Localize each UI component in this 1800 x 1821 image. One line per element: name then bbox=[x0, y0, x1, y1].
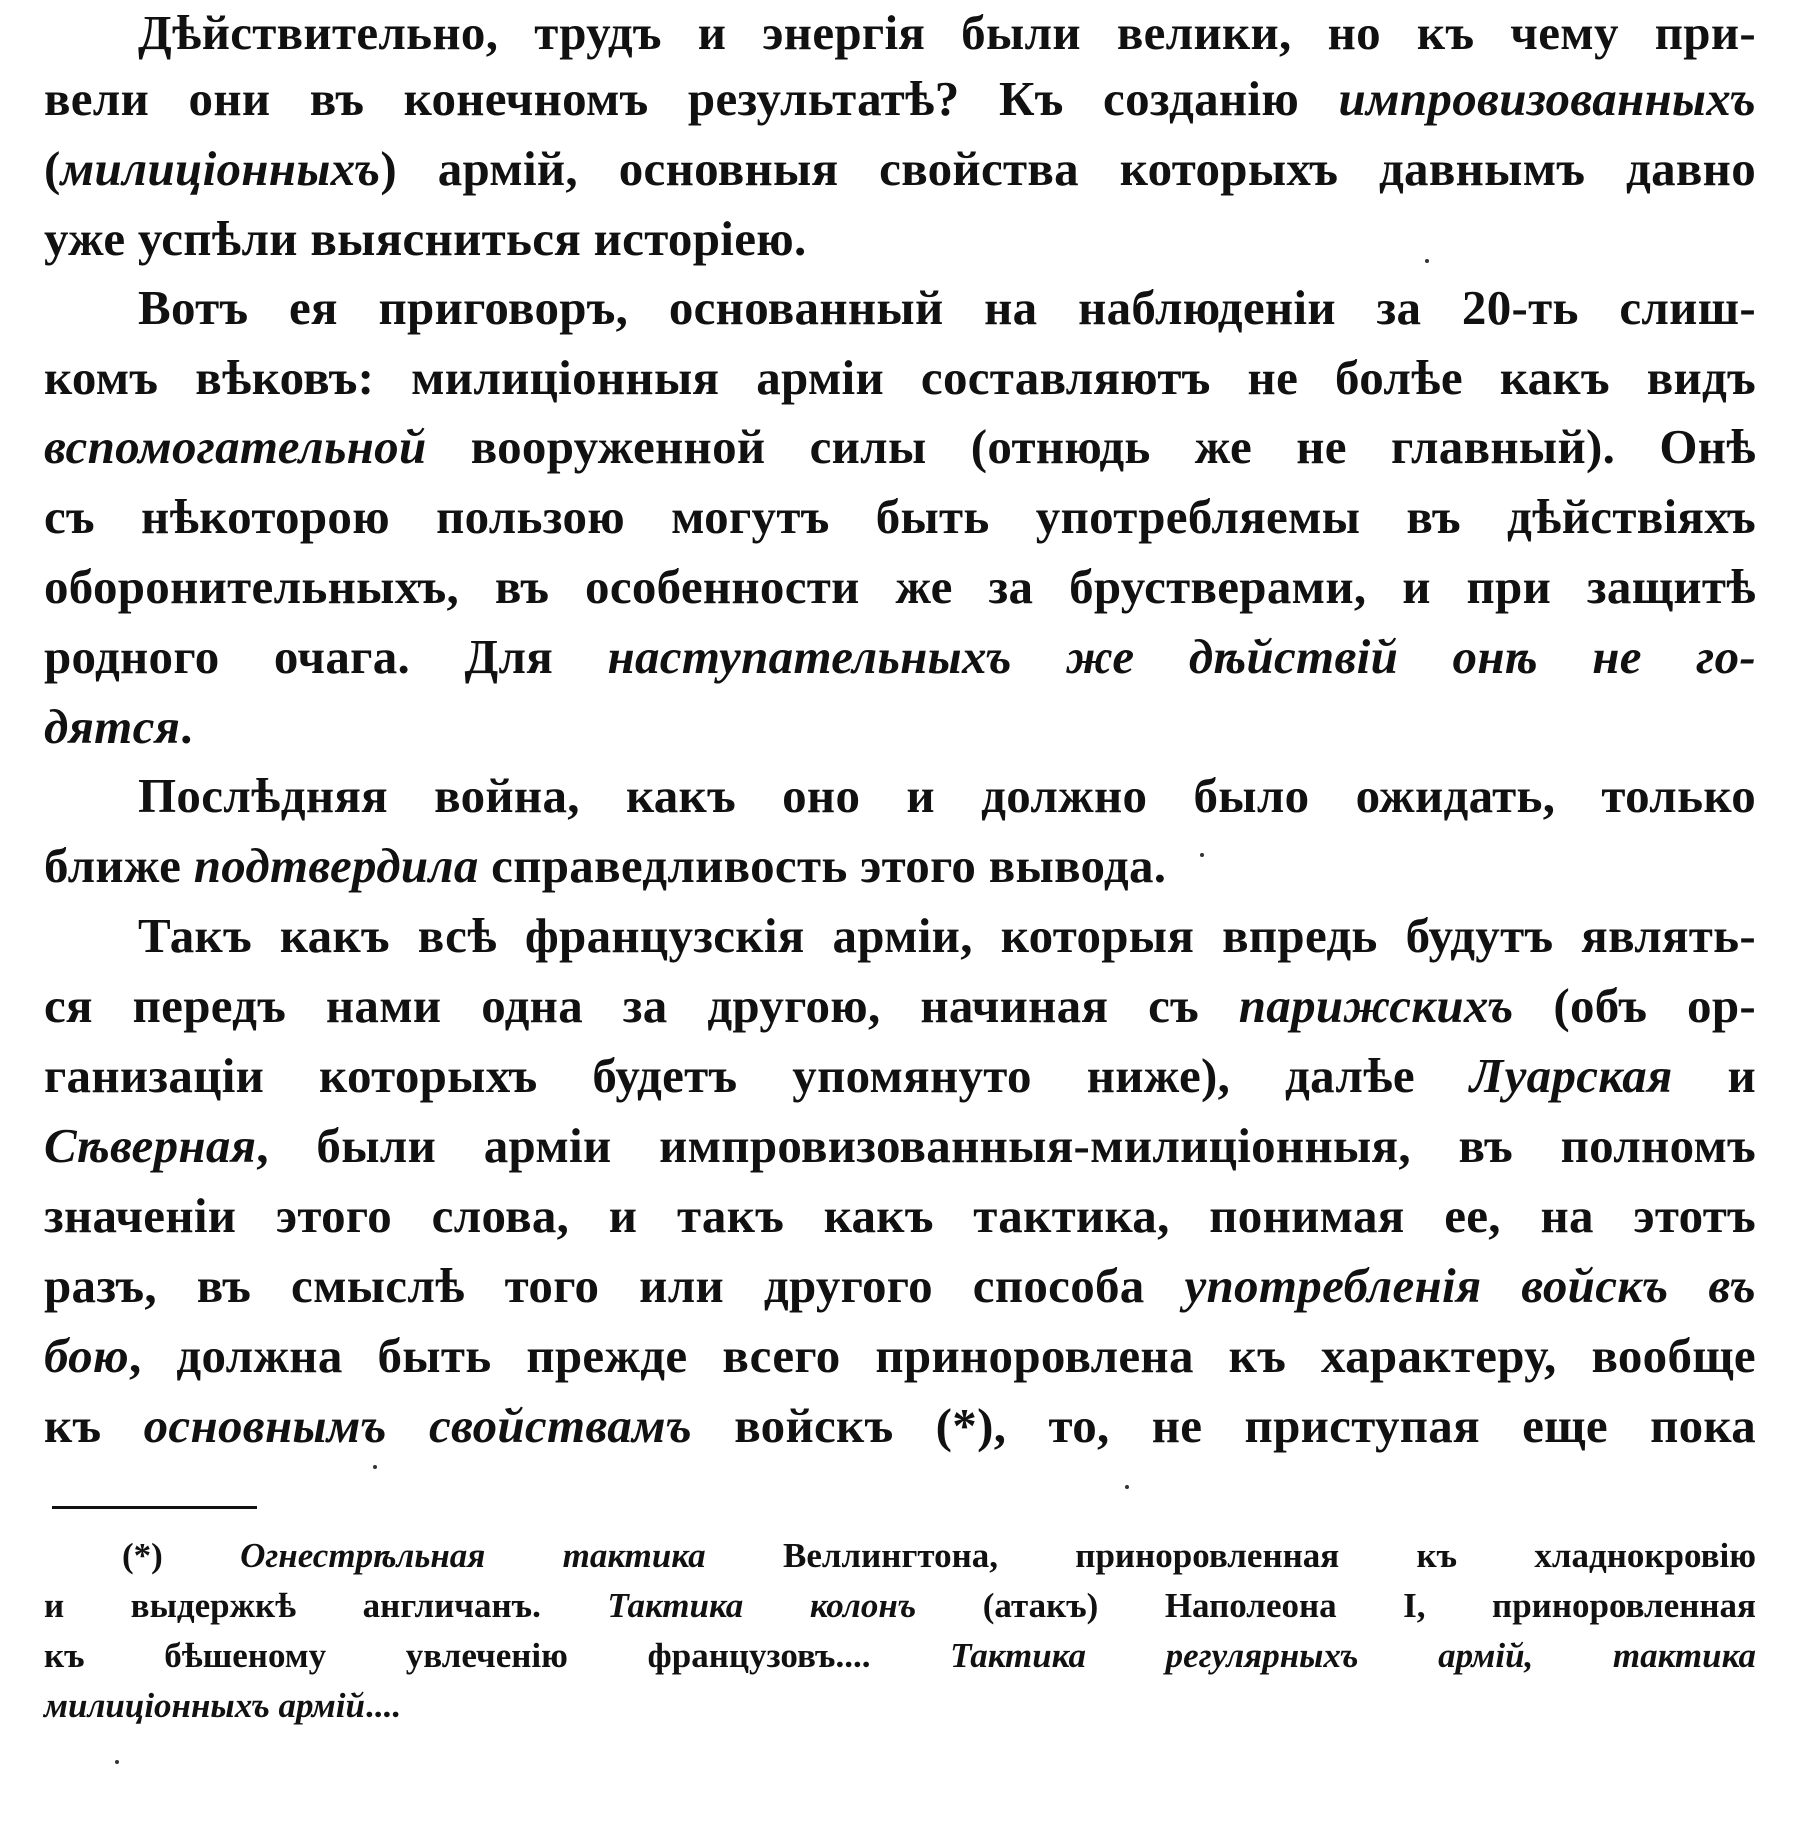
text-line bbox=[138, 0, 1756, 66]
footnote-separator-rule bbox=[52, 1506, 257, 1509]
text-line bbox=[44, 1580, 1756, 1632]
scan-speck bbox=[1125, 1485, 1129, 1489]
text-run: съ нѣкоторою пользою могутъ быть употребляемы въ дѣйствіяхъ bbox=[44, 489, 1756, 544]
text-line bbox=[44, 1253, 1756, 1319]
text-line bbox=[44, 1113, 1756, 1179]
text-line bbox=[44, 136, 1756, 202]
text-line bbox=[44, 973, 1756, 1039]
text-run: Послѣдняя война, какъ оно и должно было ожидать, только bbox=[138, 768, 1756, 823]
italic-text-run: дятся bbox=[44, 699, 181, 754]
text-line bbox=[44, 624, 1756, 690]
text-run: вели они въ конечномъ результатѣ? Къ созданію bbox=[44, 71, 1339, 126]
italic-text-run: бою bbox=[44, 1328, 129, 1383]
italic-text-run: Луарская bbox=[1469, 1048, 1673, 1103]
text-run: , должна быть прежде всего приноровлена къ характеру, вообще bbox=[128, 1328, 1756, 1383]
text-line bbox=[44, 1043, 1756, 1109]
italic-text-run: основнымъ свойствамъ bbox=[143, 1398, 693, 1453]
text-line bbox=[44, 554, 1756, 620]
scan-speck bbox=[1425, 259, 1429, 263]
text-line bbox=[138, 763, 1756, 829]
text-run: ся передъ нами одна за другою, начиная съ bbox=[44, 978, 1239, 1033]
italic-text-run: парижскихъ bbox=[1238, 978, 1514, 1033]
italic-text-run: Огнестрѣльная тактика bbox=[240, 1536, 706, 1575]
text-line bbox=[44, 694, 1756, 760]
italic-text-run: Тактика колонъ bbox=[607, 1586, 917, 1625]
italic-text-run: Сѣверная bbox=[44, 1118, 257, 1173]
text-line bbox=[44, 66, 1756, 132]
text-run: Веллингтона, приноровленная къ хладнокровію bbox=[705, 1536, 1757, 1575]
text-run: значеніи этого слова, и такъ какъ тактика, понимая ее, на этотъ bbox=[44, 1188, 1756, 1243]
text-line bbox=[44, 414, 1756, 480]
text-run: вооруженной силы (отнюдь же не главный). Онѣ bbox=[426, 419, 1756, 474]
text-line bbox=[44, 1323, 1756, 1389]
scan-speck bbox=[115, 1760, 119, 1764]
text-line bbox=[44, 345, 1756, 411]
italic-text-run: наступательныхъ же дѣйствій онѣ не го- bbox=[607, 629, 1756, 684]
text-run: уже успѣли выясниться исторіею. bbox=[44, 211, 807, 266]
scan-speck bbox=[373, 1465, 377, 1469]
italic-text-run: употребленія войскъ въ bbox=[1184, 1258, 1756, 1313]
text-run: ближе bbox=[44, 838, 194, 893]
text-line bbox=[44, 1183, 1756, 1249]
text-run: справедливость этого вывода. bbox=[478, 838, 1167, 893]
text-run: (атакъ) Наполеона I, приноровленная bbox=[916, 1586, 1756, 1625]
text-run: (*) bbox=[122, 1536, 241, 1575]
text-run: разъ, въ смыслѣ того или другого способа bbox=[44, 1258, 1185, 1313]
italic-text-run: милиціонныхъ bbox=[60, 141, 381, 196]
text-line bbox=[122, 1530, 1756, 1582]
text-run: къ бѣшеному увлеченію французовъ.... bbox=[44, 1636, 951, 1675]
text-run: комъ вѣковъ: милиціонныя арміи составляютъ не болѣе какъ видъ bbox=[44, 350, 1756, 405]
text-run: , были арміи импровизованныя-милиціонныя, въ полномъ bbox=[256, 1118, 1756, 1173]
text-line bbox=[138, 275, 1756, 341]
text-run: войскъ (*), то, не приступая еще пока bbox=[692, 1398, 1757, 1453]
italic-text-run: импровизованныхъ bbox=[1338, 71, 1756, 126]
text-run: и bbox=[1672, 1048, 1756, 1103]
text-line bbox=[44, 833, 1756, 899]
text-run: ( bbox=[44, 141, 61, 196]
text-line bbox=[138, 903, 1756, 969]
text-run: родного очага. Для bbox=[44, 629, 608, 684]
italic-text-run: вспомогательной bbox=[44, 419, 427, 474]
text-run: ) армій, основныя свойства которыхъ давнымъ давно bbox=[380, 141, 1756, 196]
italic-text-run: Тактика регулярныхъ армій, тактика bbox=[950, 1636, 1756, 1675]
text-run: . bbox=[180, 699, 193, 754]
text-run: (объ ор- bbox=[1513, 978, 1756, 1033]
text-line bbox=[44, 1393, 1756, 1459]
italic-text-run: подтвердила bbox=[193, 838, 479, 893]
text-line bbox=[44, 484, 1756, 550]
text-run: Дѣйствительно, трудъ и энергія были велики, но къ чему при- bbox=[138, 5, 1756, 60]
italic-text-run: милиціонныхъ армій bbox=[44, 1686, 365, 1725]
text-run: оборонительныхъ, въ особенности же за брустверами, и при защитѣ bbox=[44, 559, 1756, 614]
text-run: къ bbox=[44, 1398, 144, 1453]
scan-speck bbox=[1200, 853, 1204, 857]
text-run: Вотъ ея приговоръ, основанный на наблюденіи за 20-ть слиш- bbox=[138, 280, 1756, 335]
text-run: ганизаціи которыхъ будетъ упомянуто ниже), далѣе bbox=[44, 1048, 1470, 1103]
text-run: Такъ какъ всѣ французскія арміи, которыя впредь будутъ являть- bbox=[138, 908, 1756, 963]
text-line bbox=[44, 1630, 1756, 1682]
text-run: и выдержкѣ англичанъ. bbox=[44, 1586, 608, 1625]
text-run: .... bbox=[364, 1686, 400, 1725]
text-line bbox=[44, 206, 1756, 272]
text-line bbox=[44, 1680, 1756, 1732]
